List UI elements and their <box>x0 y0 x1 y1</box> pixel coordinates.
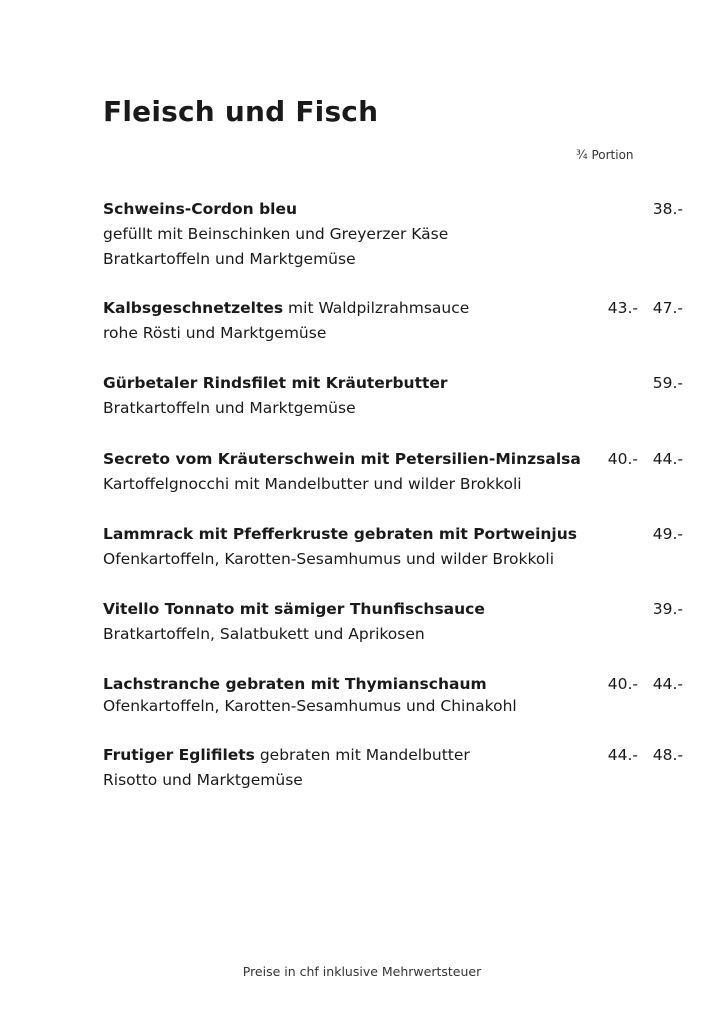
menu-item <box>103 447 683 497</box>
full-price: 59.- <box>652 374 683 392</box>
portion-price: 43.- <box>607 299 638 317</box>
dish-name: Lachstranche gebraten mit Thymianschaum <box>103 675 487 693</box>
full-price: 39.- <box>652 600 683 618</box>
dish-sides: Bratkartoffeln und Marktgemüse <box>103 250 356 268</box>
page-title: Fleisch und Fisch <box>103 95 379 128</box>
full-price: 44.- <box>652 450 683 468</box>
full-price: 47.- <box>652 299 683 317</box>
menu-item <box>103 597 683 647</box>
dish-description: gefüllt mit Beinschinken und Greyerzer Käse <box>103 225 449 243</box>
dish-name: Gürbetaler Rindsfilet mit Kräuterbutter <box>103 374 448 392</box>
menu-item <box>103 296 683 346</box>
dish-sides: Kartoffelgnocchi mit Mandelbutter und wilder Brokkoli <box>103 475 522 493</box>
full-price: 44.- <box>652 675 683 693</box>
dish-sides: Ofenkartoffeln, Karotten-Sesamhumus und wilder Brokkoli <box>103 550 555 568</box>
portion-price: 40.- <box>607 450 638 468</box>
dish-name: Schweins-Cordon bleu <box>103 200 298 218</box>
full-price: 38.- <box>652 200 683 218</box>
dish-sides: Ofenkartoffeln, Karotten-Sesamhumus und Chinakohl <box>103 697 517 715</box>
dish-name: Kalbsgeschnetzeltes <box>103 299 284 317</box>
portion-price: 44.- <box>607 746 638 764</box>
dish-sides: Risotto und Marktgemüse <box>103 771 303 789</box>
dish-name-extra: mit Waldpilzrahmsauce <box>283 299 470 317</box>
dish-name: Vitello Tonnato mit sämiger Thunfischsauce <box>103 600 485 618</box>
dish-sides: rohe Rösti und Marktgemüse <box>103 324 327 342</box>
full-price: 49.- <box>652 525 683 543</box>
dish-name: Secreto vom Kräuterschwein mit Petersilien-Minzsalsa <box>103 450 581 468</box>
menu-item <box>103 743 683 793</box>
dish-sides: Bratkartoffeln und Marktgemüse <box>103 399 356 417</box>
menu-item <box>103 673 683 717</box>
menu-item <box>103 371 683 421</box>
menu-item <box>103 197 683 272</box>
dish-name: Frutiger Eglifilets <box>103 746 255 764</box>
dish-name: Lammrack mit Pfefferkruste gebraten mit Portweinjus <box>103 525 578 543</box>
portion-column-label: ¾ Portion <box>576 148 634 162</box>
dish-name-extra: gebraten mit Mandelbutter <box>254 746 470 764</box>
dish-sides: Bratkartoffeln, Salatbukett und Aprikosen <box>103 625 425 643</box>
footer-note: Preise in chf inklusive Mehrwertsteuer <box>242 964 482 979</box>
menu-item <box>103 522 683 572</box>
full-price: 48.- <box>652 746 683 764</box>
portion-price: 40.- <box>607 675 638 693</box>
